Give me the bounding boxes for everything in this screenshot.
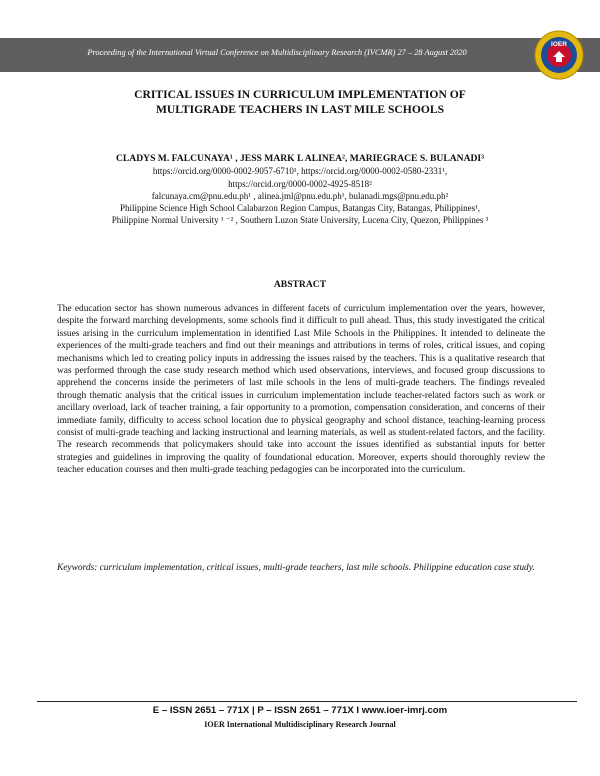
footer-divider <box>37 701 577 702</box>
title-line-1: CRITICAL ISSUES IN CURRICULUM IMPLEMENTATION OF <box>134 88 466 101</box>
affiliation-2: Philippine Normal University ¹ ⁻² , Southern Luzon State University, Lucena City, Quezon, Philippines ³ <box>111 215 489 226</box>
abstract-heading: ABSTRACT <box>273 279 327 290</box>
orcid-line-1: https://orcid.org/0000-0002-9057-6710¹, https://orcid.org/0000-0002-0580-2331¹, <box>152 166 448 177</box>
author-block <box>40 153 560 227</box>
affiliation-1: Philippine Science High School Calabarzon Region Campus, Batangas City, Batangas, Philippines¹, <box>119 203 481 214</box>
paper-title <box>60 88 540 117</box>
author-emails: falcunaya.cm@pnu.edu.ph¹ , alinea.jml@pnu.edu.ph¹, bulanadi.mgs@pnu.edu.ph² <box>151 190 449 201</box>
proceeding-header: Proceeding of the International Virtual Conference on Multidisciplinary Research (IVCMR) 27 – 28 August 2020 <box>87 48 467 57</box>
author-names: CLADYS M. FALCUNAYA¹ , JESS MARK L ALINEA², MARIEGRACE S. BULANADI³ <box>115 153 485 164</box>
orcid-line-2: https://orcid.org/0000-0002-4925-8518² <box>228 178 372 189</box>
ioer-logo-icon <box>534 30 584 80</box>
abstract-body: The education sector has shown numerous advances in different facets of curriculum implementation over the years, however, despite the forward marching developments, some schools find it difficult to pull ahead. Thus, this study investigated the critical issues arising in the curriculum implementation in identified Last Mile Schools in the Philippines. It intended to delineate the experiences of the multi-grade teachers and find out their meanings and attributions in terms of roles, critical issues, and coping mechanisms which led to creating policy inputs in addressing the issues raised by the teachers. This is a qualitative research that was performed through the case study research method which used observations, interviews, and focused group discussions to apprehend the concerns inside the perimeters of last mile schools in the lens of multi-grade teachers. The findings revealed through thematic analysis that the critical issues in curriculum implementation include teacher-related factors such as work or ancillary overload, lack of teacher training, a fair opportunity to a promotion, compensation consideration, and concerns of their immediate family, difficulty to access school location due to physical geography and school distance, teaching-learning process consist of multi-grade teaching and lacking instructional and learning materials, as well as student-related factors, and the facility. The research recommends that policymakers should take into account the issues identified as substantial inputs for better strategies and guidelines in improving the quality of foundational education. Moreover, experts should thoroughly review the teacher education courses and then multi-grade teaching pedagogies can be incorporated into the curriculum. <box>57 304 545 476</box>
title-line-2: MULTIGRADE TEACHERS IN LAST MILE SCHOOLS <box>155 102 445 116</box>
footer-journal: IOER International Multidisciplinary Research Journal <box>204 720 396 729</box>
footer-issn: E – ISSN 2651 – 771X | P – ISSN 2651 – 771X I www.ioer-imrj.com <box>152 705 448 716</box>
logo-text: IOER <box>551 41 567 48</box>
keywords: Keywords: curriculum implementation, critical issues, multi-grade teachers, last mile schools. Philippine education case study. <box>57 563 535 573</box>
